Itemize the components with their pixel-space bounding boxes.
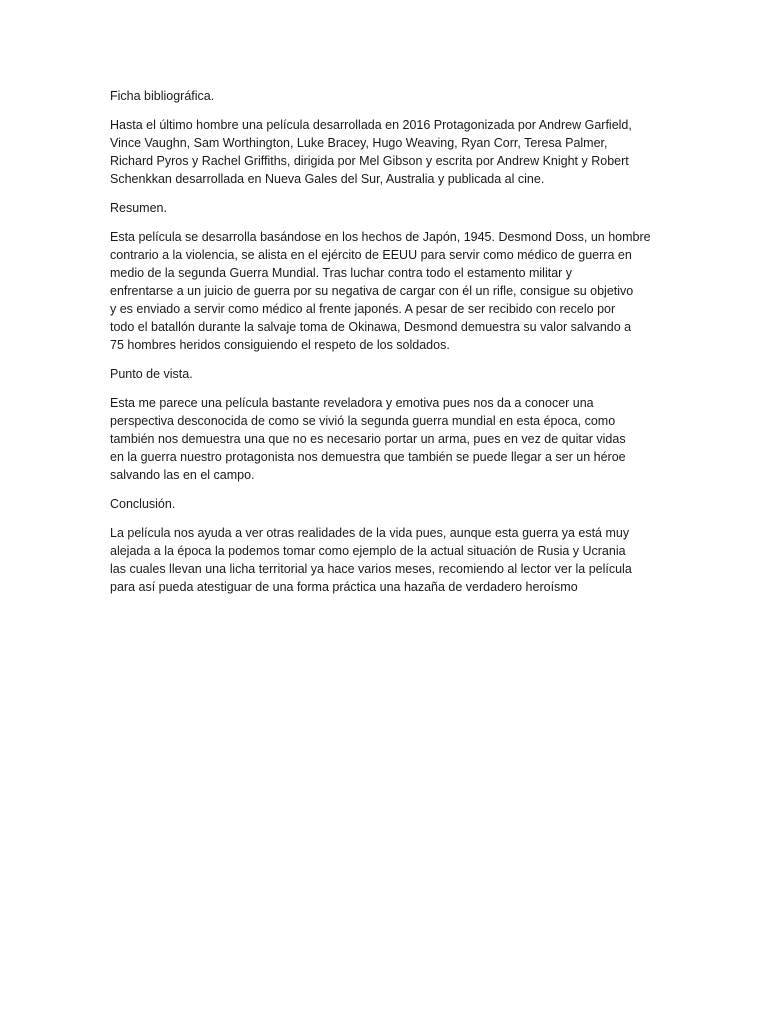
heading-punto-de-vista: Punto de vista.	[110, 367, 193, 381]
paragraph-ficha: Hasta el último hombre una película desarrollada en 2016 Protagonizada por Andrew Garfield, Vince Vaughn, Sam Worthington, Luke Bracey, Hugo Weaving, Ryan Corr, Teresa Palmer, Richard Pyros y Rachel Griffiths, dirigida por Mel Gibson y escrita por Andrew Knight y Robert Schenkkan desarrollada en Nueva Gales del Sur, Australia y publicada al cine.	[110, 118, 632, 186]
paragraph-resumen: Esta película se desarrolla basándose en los hechos de Japón, 1945. Desmond Doss, un hombre contrario a la violencia, se alista en el ejército de EEUU para servir como médico de guerra en medio de la segunda Guerra Mundial. Tras luchar contra todo el estamento militar y enfrentarse a un juicio de guerra por su negativa de cargar con él un rifle, consigue su objetivo y es enviado a servir como médico al frente japonés. A pesar de ser recibido con recelo por todo el batallón durante la salvaje toma de Okinawa, Desmond demuestra su valor salvando a 75 hombres heridos consiguiendo el respeto de los soldados.	[110, 230, 651, 352]
document-page	[110, 87, 662, 607]
paragraph-punto-de-vista: Esta me parece una película bastante reveladora y emotiva pues nos da a conocer una perspectiva desconocida de como se vivió la segunda guerra mundial en esta época, como también nos demuestra una que no es necesario portar un arma, pues en vez de quitar vidas en la guerra nuestro protagonista nos demuestra que también se puede llegar a ser un héroe salvando las en el campo.	[110, 396, 626, 482]
heading-ficha: Ficha bibliográfica.	[110, 89, 215, 103]
heading-conclusion: Conclusión.	[110, 497, 176, 511]
heading-resumen: Resumen.	[110, 201, 167, 215]
paragraph-conclusion: La película nos ayuda a ver otras realidades de la vida pues, aunque esta guerra ya está muy alejada a la época la podemos tomar como ejemplo de la actual situación de Rusia y Ucrania las cuales llevan una licha territorial ya hace varios meses, recomiendo al lector ver la película para así pueda atestiguar de una forma práctica una hazaña de verdadero heroísmo	[110, 526, 632, 594]
